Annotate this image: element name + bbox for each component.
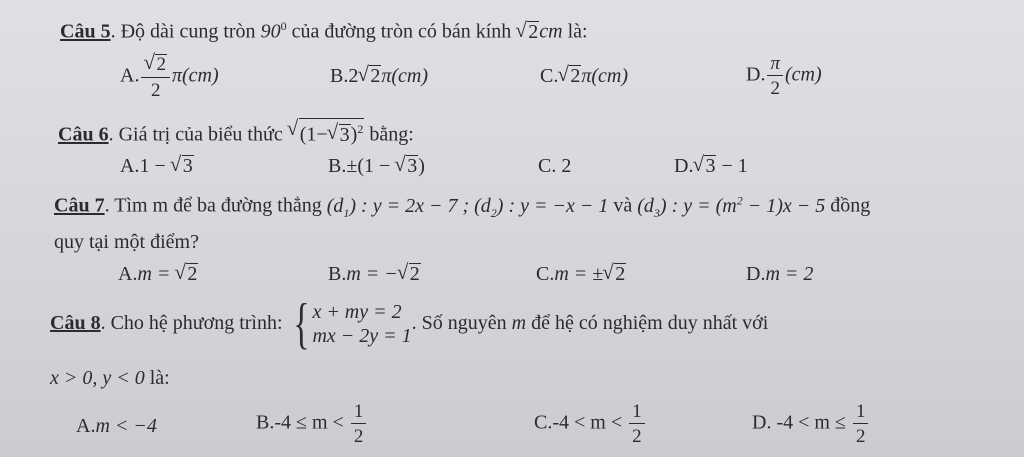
q5-b-rad: 2 (370, 65, 381, 87)
q7-a-rad: 2 (187, 263, 198, 285)
q8-c-pre: -4 < m < (552, 411, 628, 434)
q8-option-a (76, 414, 157, 438)
option-letter: D. (674, 155, 694, 177)
q6-option-a (120, 154, 194, 178)
q6-b-post: ) (418, 155, 425, 177)
q6-d-post: − 1 (716, 155, 748, 177)
q6-expr-sup: 2 (357, 122, 364, 136)
q5-d-tail: (cm) (784, 63, 822, 86)
q8-b-num: 1 (351, 402, 367, 424)
q8-b-den: 2 (353, 426, 364, 447)
q6-option-b (328, 154, 425, 178)
q5-degree: 90 (260, 20, 281, 43)
question-6-stem (58, 118, 414, 147)
q8-d-den: 2 (855, 426, 866, 447)
q5-option-c (540, 64, 628, 88)
q8-var-m: m (511, 312, 527, 334)
q7-d3-eq-a: ) : y = (m (659, 194, 737, 217)
q6-b-pre: ±(1 − (346, 155, 396, 177)
q7-d1-eq: ) : y = 2x − 7 ; (d (349, 194, 491, 217)
option-letter: D. (746, 63, 766, 86)
q7-d3-eq-b: − 1)x − 5 (742, 194, 826, 217)
q5-radius-unit: cm (539, 20, 563, 43)
option-letter: A. (118, 263, 138, 285)
option-letter: A. (76, 415, 96, 437)
option-letter: B. (256, 411, 275, 434)
question-8-stem (50, 290, 768, 356)
q5-a-tail: π(cm) (171, 64, 219, 87)
q6-d-rad: 3 (705, 155, 716, 177)
question-5-label: Câu 5 (60, 20, 111, 43)
q6-expr-rad: 3 (339, 123, 350, 146)
q7-option-c (536, 262, 626, 286)
q7-b-pre: m = − (346, 263, 398, 285)
q6-c-val: 2 (561, 155, 572, 177)
q5-option-d (746, 54, 822, 98)
q7-d3-sub: 3 (653, 205, 660, 220)
q6-a-rad: 3 (182, 155, 193, 177)
option-letter: A. (120, 155, 140, 177)
q8-option-b (256, 402, 368, 446)
q6-option-c (538, 154, 571, 178)
option-letter: A. (120, 64, 140, 87)
q5-radius-rad: 2 (528, 20, 539, 43)
q8-text-c: để hệ có nghiệm duy nhất với (526, 312, 769, 334)
q7-text-va: và (608, 194, 638, 217)
q8-line2-tail: là: (144, 367, 170, 389)
option-letter: B. (328, 155, 347, 177)
q7-d3: (d (637, 194, 654, 217)
q8-eq1: x + my = 2 (312, 301, 402, 324)
option-letter: C. (536, 263, 555, 285)
q7-b-rad: 2 (409, 263, 420, 285)
q7-c-rad: 2 (615, 263, 626, 285)
q7-d-val: m = 2 (765, 263, 814, 285)
q5-d-num: π (767, 54, 783, 76)
q7-d1: (d (326, 194, 344, 217)
q6-expression (288, 118, 365, 147)
q5-a-fraction (141, 54, 170, 100)
q5-b-tail: π(cm) (381, 65, 429, 87)
option-letter: D. (746, 263, 766, 285)
q7-line2: quy tại một điểm? (54, 231, 199, 253)
q6-option-d (674, 154, 748, 178)
q5-a-den: 2 (150, 80, 161, 101)
q6-text-b: bằng: (364, 123, 414, 146)
q8-text-a: . Cho hệ phương trình: (100, 312, 288, 334)
q5-text-b: của đường tròn có bán kính (286, 20, 517, 43)
q7-option-d (746, 262, 813, 286)
q8-c-num: 1 (629, 402, 645, 424)
q5-c-tail: π(cm) (581, 65, 629, 87)
q7-option-a (118, 262, 198, 286)
q5-option-a (120, 54, 219, 100)
question-5-stem (60, 14, 588, 44)
option-letter: C. (538, 155, 557, 177)
q7-a-pre: m = (137, 263, 176, 285)
question-7-stem (54, 188, 870, 225)
option-letter: B. (330, 65, 349, 87)
question-7-label: Câu 7 (54, 194, 105, 217)
q7-d2-sub: 2 (490, 205, 497, 220)
q6-b-rad: 3 (407, 155, 418, 177)
q5-c-rad: 2 (570, 65, 581, 87)
q8-eq2: mx − 2y = 1 (312, 325, 412, 348)
q8-d-num: 1 (853, 402, 869, 424)
q6-expr-b: ) (350, 123, 358, 146)
question-7-line2 (54, 230, 199, 254)
option-letter: C. (540, 65, 559, 87)
option-letter: B. (328, 263, 347, 285)
question-8-label: Câu 8 (50, 312, 101, 334)
q8-c-den: 2 (632, 426, 642, 447)
option-letter: C. (534, 411, 553, 434)
q7-option-b (328, 262, 421, 286)
q6-expr-a: (1− (299, 123, 328, 146)
q5-option-b (330, 64, 428, 88)
q8-system: { x + my = 2 mx − 2y = 1 (292, 293, 412, 356)
q5-text-a: . Độ dài cung tròn (110, 20, 261, 43)
q5-a-num: 2 (156, 54, 166, 75)
q5-d-fraction (767, 54, 783, 98)
option-letter: D. (752, 411, 772, 434)
q7-d3-sup: 2 (736, 193, 743, 207)
q5-degree-sup: 0 (280, 19, 287, 33)
q7-text-a: . Tìm m để ba đường thẳng (104, 194, 327, 217)
q7-c-pre: m = ± (554, 263, 604, 285)
q7-text-end: đồng (825, 194, 871, 217)
q8-option-d (752, 402, 870, 446)
q8-line2: x > 0, y < 0 (50, 367, 145, 389)
q8-option-c (534, 402, 647, 446)
q8-b-pre: -4 ≤ m < (274, 411, 349, 434)
q8-a-val: m < −4 (95, 415, 157, 437)
q5-radius-sqrt (516, 20, 539, 44)
q8-d-pre: -4 < m ≤ (776, 411, 851, 434)
q7-d2-eq: ) : y = −x − 1 (496, 194, 609, 217)
q5-text-c: là: (562, 20, 588, 43)
q6-text-a: . Giá trị của biểu thức (108, 123, 288, 146)
q5-d-den: 2 (770, 78, 780, 99)
question-8-line2 (50, 366, 170, 390)
q8-text-b: . Số nguyên (411, 312, 512, 334)
question-6-label: Câu 6 (58, 123, 109, 146)
q6-a-pre: 1 − (139, 155, 171, 177)
q7-d1-sub: 1 (343, 205, 350, 220)
q5-b-pre: 2 (348, 65, 359, 87)
